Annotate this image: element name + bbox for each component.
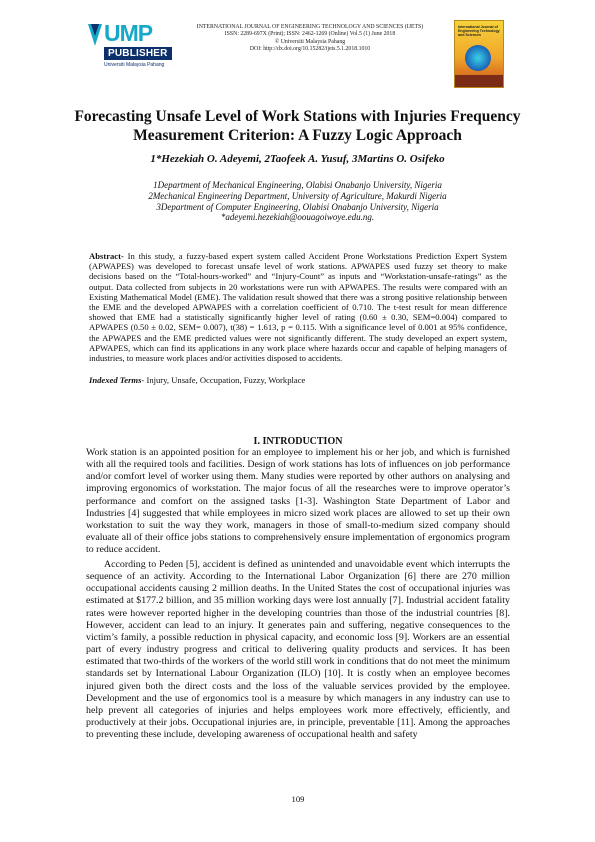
section-heading: I. INTRODUCTION bbox=[253, 436, 343, 447]
journal-doi[interactable]: DOI: http://dx.doi.org/10.15282/ijets.5.1.2018.1010 bbox=[249, 46, 371, 53]
paper-authors: 1*Hezekiah O. Adeyemi, 2Taofeek A. Yusuf, 3Martins O. Osifeko bbox=[150, 153, 445, 165]
logo-tagline: Universiti Malaysia Pahang bbox=[104, 62, 165, 68]
journal-name: INTERNATIONAL JOURNAL OF ENGINEERING TECHNOLOGY AND SCIENCES (IJETS) bbox=[196, 24, 424, 30]
corresponding-email[interactable]: *adeyemi.hezekiah@oouagoiwoye.edu.ng. bbox=[220, 212, 375, 223]
logo-sub-text: PUBLISHER bbox=[104, 47, 172, 60]
indexed-terms-label: Indexed Terms- bbox=[89, 375, 145, 385]
paper-title: Forecasting Unsafe Level of Work Stations with Injuries Frequency Measurement Criterion: A Fuzzy Logic Approach bbox=[74, 108, 521, 144]
journal-issn: ISSN: 2289-697X (Print); ISSN: 2462-1269 (Online) Vol.5 (1) June 2018 bbox=[224, 31, 396, 38]
ump-publisher-logo bbox=[86, 20, 172, 70]
affiliation-3: 3Department of Computer Engineering, Olabisi Onabanjo University, Nigeria bbox=[156, 201, 439, 212]
logo-main-text: UMP bbox=[104, 20, 153, 46]
affiliations bbox=[60, 180, 535, 223]
affiliation-1: 1Department of Mechanical Engineering, Olabisi Onabanjo University, Nigeria bbox=[153, 180, 442, 190]
journal-cover-thumbnail bbox=[454, 20, 504, 88]
cover-band bbox=[455, 75, 503, 87]
page-number: 109 bbox=[291, 794, 305, 804]
journal-copyright: © Universiti Malaysia Pahang bbox=[274, 38, 346, 45]
indexed-terms-text: Injury, Unsafe, Occupation, Fuzzy, Workplace bbox=[144, 375, 306, 385]
publisher-mark-icon bbox=[86, 22, 104, 48]
abstract bbox=[89, 251, 507, 363]
affiliation-2: 2Mechanical Engineering Department, University of Agriculture, Makurdi Nigeria bbox=[148, 190, 447, 201]
intro-paragraph-2: According to Peden [5], accident is defined as unintended and unavoidable event which interrupts the sequence of an activity. According to the International Labor Organization [6] there are 270 million occupational accidents causing 2 million deaths. In the United States the cost of occupational injuries was estimated at $177.2 billion, and 35 million working days were lost annually [7]. Industrial accident fatality rates were however reported higher in the developing countries than those of the industrial countries [8]. However, accident can lead to an injury. It generates pain and suffering, negative consequences to the victim’s family, a possible reduction in physical capacity, and economic loss [9]. Workers are an essential part of every industry progress and critical to delivering quality products and services. It has been estimated that two-thirds of the workers of the world still work in conditions that do not meet the minimum standards set by International Labour Organization (ILO) [10]. It is costly when an employee becomes injured given both the direct costs and the loss of the valuable services provided by the employee. Development and the use of ergonomics tool is a measure by which managers in any industry can use to help prevent all categories of injuries and helps employees work more effectively, efficiently, and productively at their jobs. Occupational injuries are, in principle, preventable [11]. Among the approaches to preventing these include, developing awareness of occupational health and safety bbox=[86, 559, 511, 741]
abstract-label: Abstract- bbox=[89, 251, 124, 261]
intro-paragraph-1: Work station is an appointed position for an employee to implement his or her job, and which is furnished with all the required tools and facilities. Design of work stations has lots of influences on job performance and/or comfort level of worker using them. Many studies were reported by other authors on analysing and improving ergonomics of workstation. The major focus of all the researches were to improve operator’s performance and comfort on the assigned tasks [1-3]. Washington State Department of Labor and Industries [4] suggested that while employees in micro sized work places are allowed to set up their own workstation to suit the way they work, managers in those of small-to-medium sized company should evaluate all of their office jobs stations to comprehensively ensure implementation of ergonomics program to reduce accident. bbox=[86, 447, 510, 556]
abstract-text: In this study, a fuzzy-based expert system called Accident Prone Workstations Prediction Expert System (APWAPES) was developed to forecast unsafe level of work stations. APWAPES used fuzzy set theory to make decisions based on the “Total-hours-worked” and “Injury-Count” as inputs and “Workstation-unsafe-ratings” as the output. Data collected from subjects in 20 workstations were run with APWAPES. The results were compared with an Existing Mathematical Model (EME). The validation result showed that there was a strong positive relationship between the EME and the developed APWAPES with a correlation coefficient of 0.710. The t-test result for mean difference showed that EME had a statistically significantly higher level of rating (0.60 ± 0.30, SEM=0.004) compared to APWAPES (0.50 ± 0.02, SEM= 0.007), t(38) = 1.613, p = 0.115. With a significance level of 0.001 at 95% confidence, the APWAPES and the EME predicted values were not significantly different. The study developed an expert system, APWAPES, which can find its applications in any work place where hazards occur and capable of helping managers of industries, to measure work places and/or activities disposed to accidents. bbox=[89, 251, 507, 364]
indexed-terms bbox=[89, 375, 507, 385]
cover-title: International Journal of Engineering Technology and Sciences bbox=[458, 25, 500, 37]
journal-header bbox=[180, 24, 440, 54]
cover-graphic-icon bbox=[465, 45, 491, 71]
